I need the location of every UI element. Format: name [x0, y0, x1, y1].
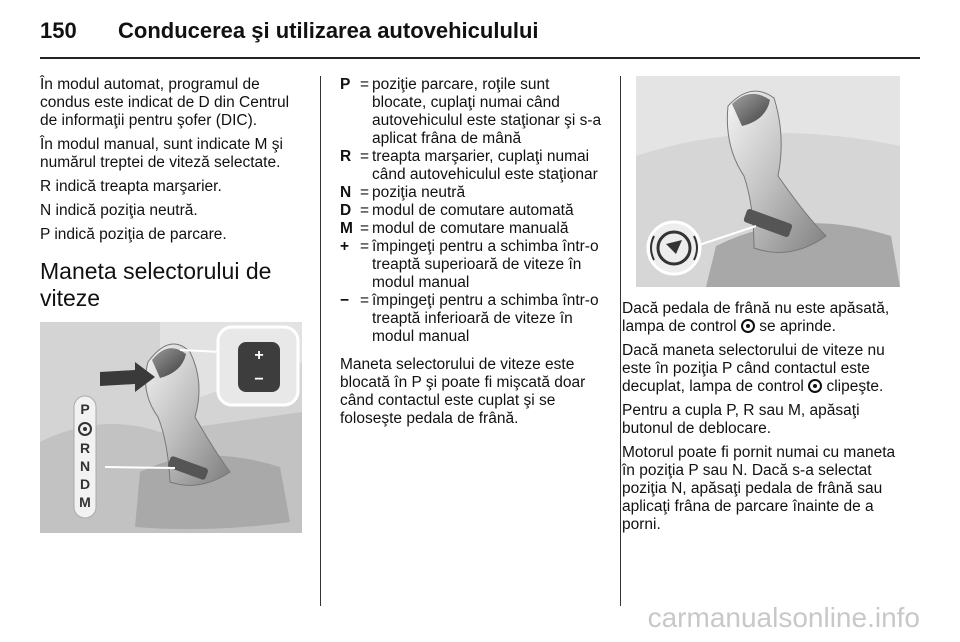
- section-heading: Maneta selectorului de viteze: [40, 258, 272, 311]
- definition-term: D: [340, 202, 352, 219]
- text-fragment: Dacă pedala de frână nu este apăsată, lampa de control: [622, 300, 890, 335]
- definition-term-plus: +: [340, 238, 350, 255]
- paragraph-unlock-button: Pentru a cupla P, R sau M, apăsaţi butonul de deblocare.: [622, 402, 860, 437]
- text-fragment: se aprinde.: [759, 318, 836, 335]
- column-2: [340, 76, 606, 434]
- definition-item: [340, 220, 606, 238]
- definition-equals: =: [360, 76, 370, 93]
- paragraph-neutral: N indică poziţia neutră.: [40, 202, 198, 219]
- brake-control-lamp-icon: [741, 319, 755, 333]
- watermark: carmanualsonline.info: [647, 602, 920, 633]
- definition-desc: împingeţi pentru a schimba într-o treaptă superioară de viteze în modul manual: [372, 238, 599, 291]
- definition-desc: împingeţi pentru a schimba într-o treaptă inferioară de viteze în modul manual: [372, 292, 599, 345]
- gate-label-d: D: [79, 476, 91, 492]
- paragraph-lever-locked: Maneta selectorului de viteze este blocată în P şi poate fi mişcată doar când contactul este cuplat şi se foloseşte pedala de frână.: [340, 356, 586, 427]
- gate-label-p: P: [80, 401, 90, 417]
- paragraph-reverse: R indică treapta marşarier.: [40, 178, 222, 195]
- plus-symbol: +: [254, 347, 264, 364]
- gate-label-m: M: [79, 494, 91, 510]
- definition-term: P: [340, 76, 351, 93]
- column-1: [40, 76, 306, 324]
- definition-desc: modul de comutare automată: [372, 202, 574, 219]
- definition-equals: =: [360, 202, 370, 219]
- paragraph-auto-mode: În modul automat, programul de condus este indicat de D din Centrul de informaţii pentru şofer (DIC).: [40, 76, 290, 129]
- definition-equals: =: [360, 148, 370, 165]
- column-divider-1: [320, 76, 321, 606]
- header-rule: [40, 57, 920, 59]
- definition-item: [340, 148, 606, 184]
- text-fragment: Dacă maneta selectorului de viteze nu este în poziţia P când contactul este decuplat, lampa de control: [622, 342, 885, 395]
- definition-item: [340, 76, 606, 148]
- gear-selector-figure: [40, 322, 302, 533]
- paragraph-manual-mode: În modul manual, sunt indicate M şi numărul treptei de viteză selectate.: [40, 136, 283, 171]
- definition-equals: =: [360, 220, 370, 237]
- paragraph-park: P indică poziţia de parcare.: [40, 226, 227, 243]
- gear-lever-brake-figure: [636, 76, 900, 287]
- column-3: [622, 300, 902, 540]
- text-fragment: clipeşte.: [826, 378, 884, 395]
- brake-control-lamp-icon: [808, 379, 822, 393]
- gate-label-r: R: [79, 440, 91, 456]
- definition-term: R: [340, 148, 352, 165]
- definition-equals: =: [360, 292, 370, 309]
- definition-desc: modul de comutare manuală: [372, 220, 569, 237]
- gate-label-n: N: [79, 458, 91, 474]
- definition-item: [340, 292, 606, 346]
- definition-desc: treapta marşarier, cuplaţi numai când autovehiculul este staţionar: [372, 148, 598, 183]
- definition-item: [340, 202, 606, 220]
- page-title: Conducerea şi utilizarea autovehiculului: [118, 18, 539, 43]
- definition-term: N: [340, 184, 352, 201]
- column-divider-2: [620, 76, 621, 606]
- minus-symbol: −: [254, 371, 264, 388]
- paragraph-brake-lamp-on: [622, 300, 902, 336]
- definition-item: [340, 238, 606, 292]
- definition-equals: =: [360, 238, 370, 255]
- definition-list: [340, 76, 606, 346]
- definition-term-minus: −: [340, 292, 350, 309]
- page-number: 150: [40, 18, 77, 43]
- page-header: [40, 14, 920, 54]
- paragraph-brake-lamp-flashes: [622, 342, 902, 396]
- definition-desc: poziţia neutră: [372, 184, 466, 201]
- definition-desc: poziţie parcare, roţile sunt blocate, cuplaţi numai când autovehiculul este staţionar şi s-a aplicat frâna de mână: [372, 76, 602, 147]
- definition-item: [340, 184, 606, 202]
- paragraph-engine-start: Motorul poate fi pornit numai cu maneta în poziţia P sau N. Dacă s-a selectat poziţia N, apăsaţi pedala de frână sau aplicaţi frâna de parcare înainte de a porni.: [622, 444, 896, 533]
- definition-equals: =: [360, 184, 370, 201]
- definition-term: M: [340, 220, 353, 237]
